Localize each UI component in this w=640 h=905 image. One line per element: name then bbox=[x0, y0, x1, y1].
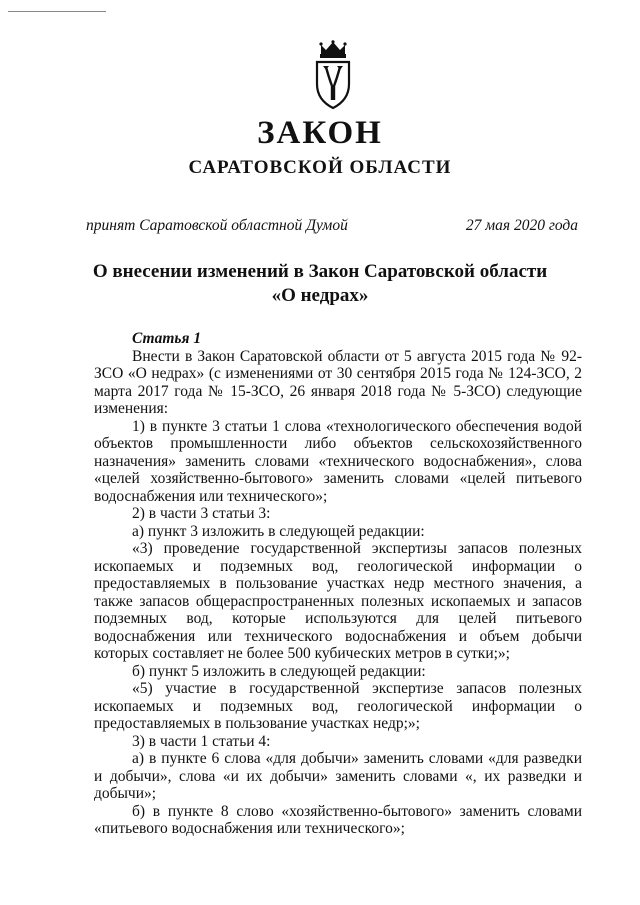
paragraph: б) в пункте 8 слово «хозяйственно-бытового» заменить словами «питьевого водоснабжения или технического»; bbox=[94, 802, 582, 837]
heading-line-1: О внесении изменений в Закон Саратовской области bbox=[92, 261, 548, 282]
article-title: Статья 1 bbox=[132, 330, 202, 347]
saratov-coat-of-arms-icon bbox=[312, 40, 354, 110]
paragraph: а) пункт 3 изложить в следующей редакции: bbox=[132, 522, 425, 540]
paragraph: б) пункт 5 изложить в следующей редакции: bbox=[132, 662, 426, 680]
paragraph: «3) проведение государственной экспертизы запасов полезных ископаемых и подземных вод, геологической информации о предоставляемых в пользование участках недр местного значения, а также запасов общераспространенных полезных ископаемых и запасов подземных вод, которые используются для целей питьевого водоснабжения или технического водоснабжения и объем добычи которых составляет не более 500 кубических метров в сутки;»; bbox=[94, 540, 582, 662]
paragraph: «5) участие в государственной экспертизе запасов полезных ископаемых и подземных вод, геологической информации о предоставляемых в пользование участках недр;»; bbox=[94, 680, 582, 732]
heading-line-2: «О недрах» bbox=[271, 285, 369, 306]
document-body bbox=[94, 330, 582, 838]
law-title: ЗАКОН bbox=[257, 115, 383, 151]
adoption-date: 27 мая 2020 года bbox=[465, 217, 578, 234]
document-heading bbox=[70, 260, 570, 308]
scan-edge-line bbox=[8, 11, 106, 12]
region-subtitle: САРАТОВСКОЙ ОБЛАСТИ bbox=[188, 157, 452, 178]
paragraph: 1) в пункте 3 статьи 1 слова «технологического обеспечения водой объектов промышленности либо объектов сельскохозяйственного назначения» заменить словами «технического водоснабжения», слова «целей хозяйственно-бытового» заменить словами «целей питьевого водоснабжения или технического»; bbox=[94, 417, 582, 505]
paragraph: 3) в части 1 статьи 4: bbox=[132, 732, 271, 750]
paragraph: 2) в части 3 статьи 3: bbox=[132, 505, 271, 522]
paragraph: а) в пункте 6 слова «для добычи» заменить словами «для разведки и добычи», слова «и их добычи» заменить словами «, их разведки и добычи»; bbox=[94, 750, 582, 802]
paragraph: Внести в Закон Саратовской области от 5 августа 2015 года № 92-ЗСО «О недрах» (с изменениями от 30 сентября 2015 года № 124-ЗСО, 2 марта 2017 года № 15-ЗСО, 26 января 2018 года № 5-ЗСО) следующие изменения: bbox=[94, 347, 582, 417]
adopted-by: принят Саратовской областной Думой bbox=[86, 217, 348, 234]
